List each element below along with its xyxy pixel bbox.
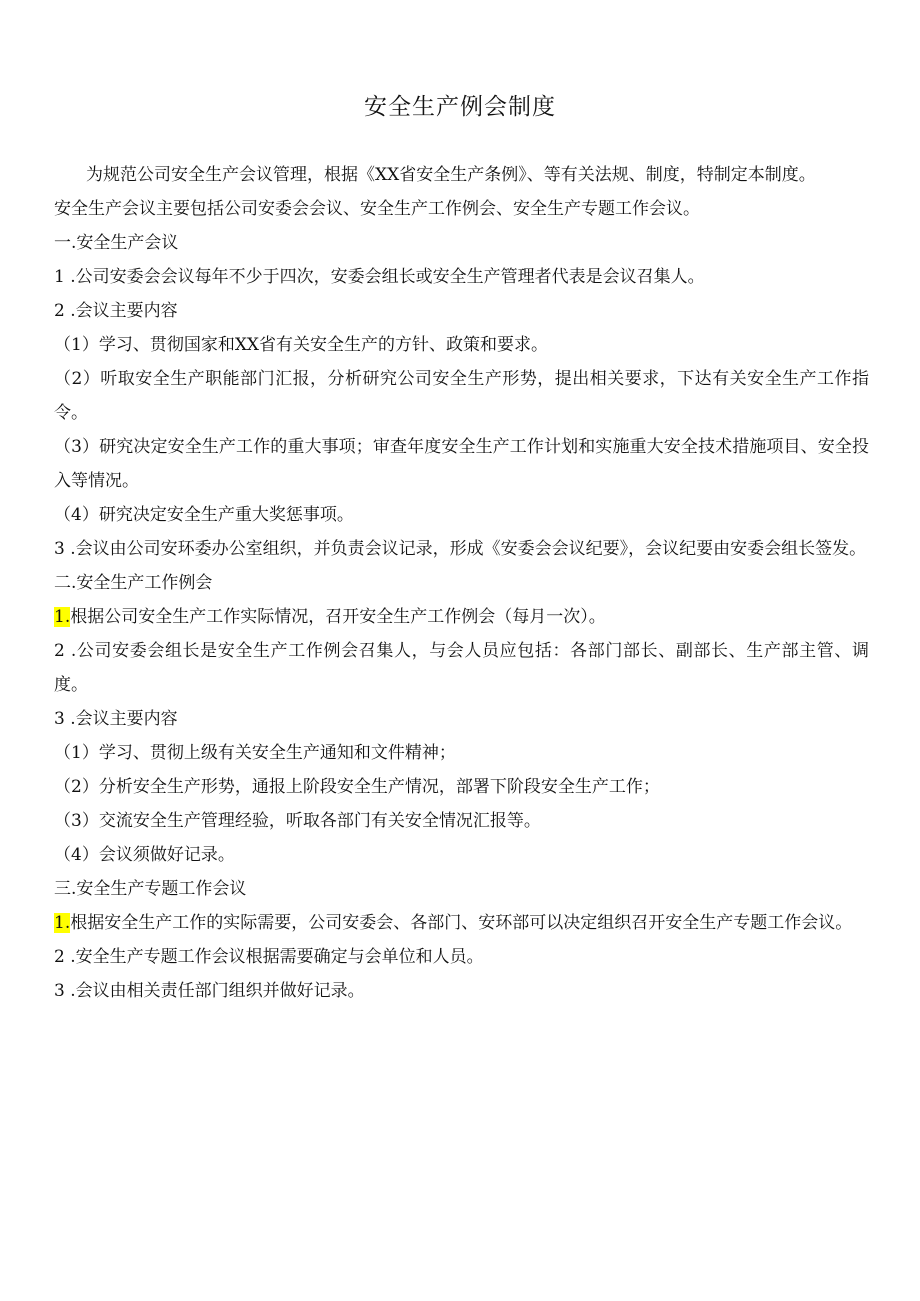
document-title: 安全生产例会制度	[364, 94, 556, 120]
section1-item3: 3 .会议由公司安环委办公室组织，并负责会议记录，形成《安委会会议纪要》，会议纪要由安委会组长签发。	[54, 539, 867, 559]
section1-sub2: （2）听取安全生产职能部门汇报，分析研究公司安全生产形势，提出相关要求，下达有关安全生产工作指令。	[54, 369, 869, 423]
section2-sub3: （3）交流安全生产管理经验，听取各部门有关安全情况汇报等。	[54, 811, 541, 831]
section1-item2: 2 .会议主要内容	[54, 301, 178, 321]
section2-sub1: （1）学习、贯彻上级有关安全生产通知和文件精神；	[54, 743, 456, 763]
highlighted-number: 1.	[54, 607, 71, 627]
highlighted-number: 1.	[54, 913, 71, 933]
section1-heading: 一.安全生产会议	[54, 233, 179, 253]
section3-item3: 3 .会议由相关责任部门组织并做好记录。	[54, 981, 365, 1001]
section1-sub4: （4）研究决定安全生产重大奖惩事项。	[54, 505, 354, 525]
section1-sub3: （3）研究决定安全生产工作的重大事项；审查年度安全生产工作计划和实施重大安全技术措施项目、安全投入等情况。	[54, 437, 869, 491]
section2-item1-text: 根据公司安全生产工作实际情况，召开安全生产工作例会（每月一次）。	[70, 607, 606, 627]
scope-paragraph: 安全生产会议主要包括公司安委会会议、安全生产工作例会、安全生产专题工作会议。	[54, 199, 700, 219]
section2-heading: 二.安全生产工作例会	[54, 573, 213, 593]
intro-paragraph: 为规范公司安全生产会议管理，根据《XX省安全生产条例》、等有关法规、制度，特制定本制度。	[86, 165, 816, 185]
document-body	[54, 158, 869, 1008]
section3-item1	[54, 906, 869, 940]
section2-item1	[54, 600, 869, 634]
section1-item1: 1 .公司安委会会议每年不少于四次，安委会组长或安全生产管理者代表是会议召集人。	[54, 267, 705, 287]
section3-item2: 2 .安全生产专题工作会议根据需要确定与会单位和人员。	[54, 947, 484, 967]
section2-item3: 3 .会议主要内容	[54, 709, 178, 729]
section1-sub1: （1）学习、贯彻国家和XX省有关安全生产的方针、政策和要求。	[54, 335, 549, 355]
section2-sub2: （2）分析安全生产形势，通报上阶段安全生产情况，部署下阶段安全生产工作；	[54, 777, 660, 797]
section3-item1-text: 根据安全生产工作的实际需要，公司安委会、各部门、安环部可以决定组织召开安全生产专题工作会议。	[70, 913, 853, 933]
section3-heading: 三.安全生产专题工作会议	[54, 879, 247, 899]
section2-sub4: （4）会议须做好记录。	[54, 845, 235, 865]
section2-item2: 2 .公司安委会组长是安全生产工作例会召集人，与会人员应包括：各部门部长、副部长、生产部主管、调度。	[54, 641, 869, 695]
